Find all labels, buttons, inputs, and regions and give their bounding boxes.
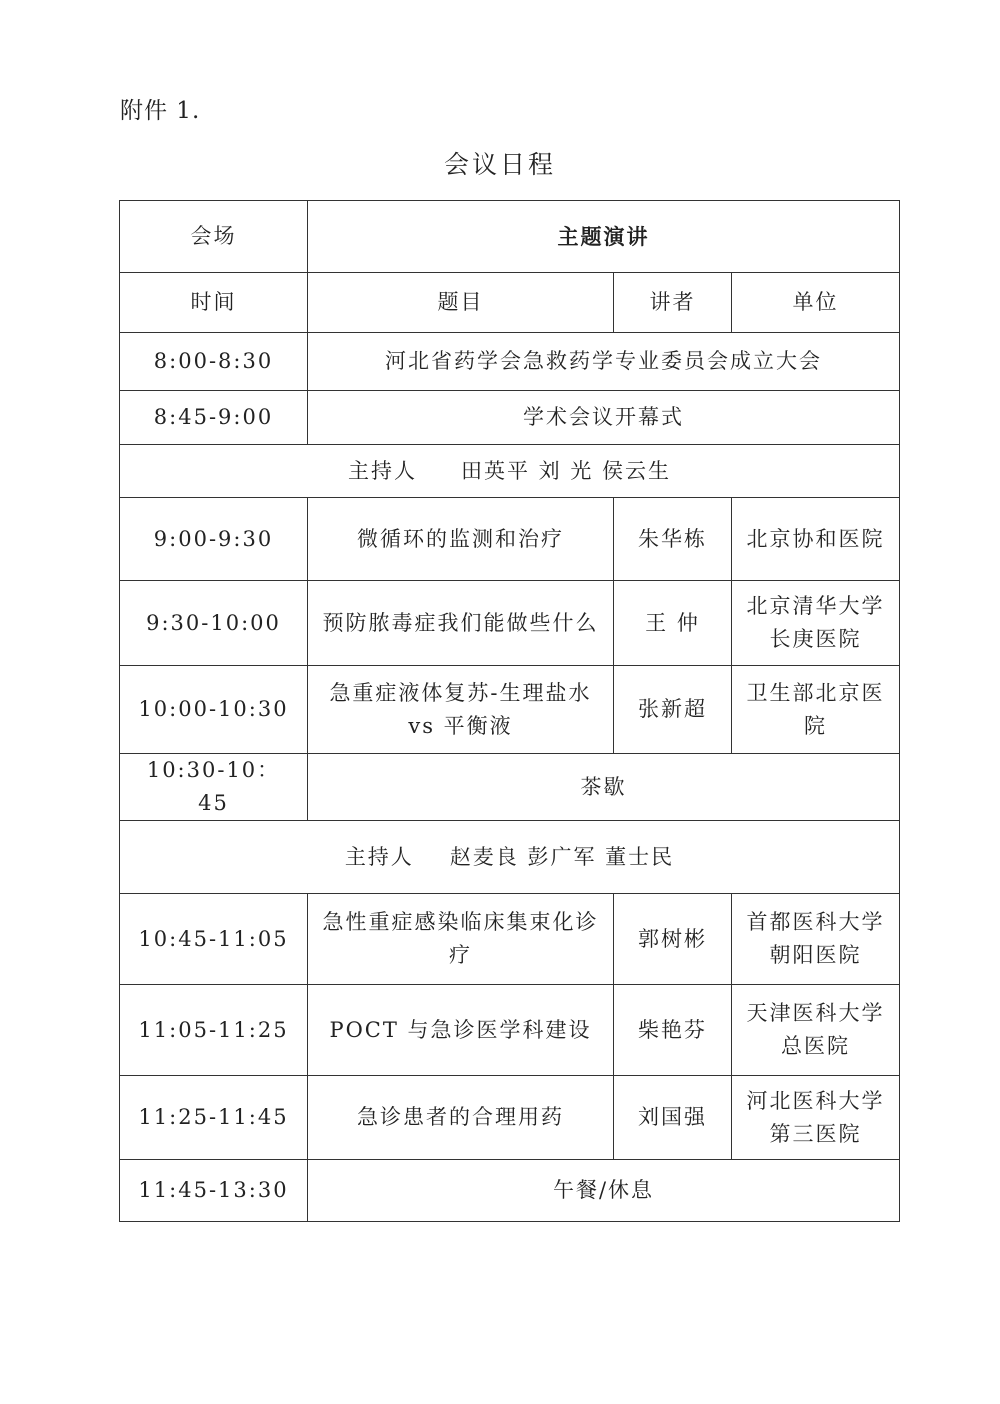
speaker-cell: 朱华栋 [614,498,732,581]
unit-cell: 天津医科大学总医院 [732,985,900,1076]
chair-names: 田英平 刘 光 侯云生 [460,458,672,483]
time-cell: 9:30-10:00 [120,581,308,666]
speaker-cell: 刘国强 [614,1076,732,1160]
topic-cell: 急性重症感染临床集束化诊疗 [308,894,614,985]
unit-cell: 卫生部北京医院 [732,666,900,754]
table-row [120,581,900,666]
time-cell: 10:30-10：45 [120,754,308,821]
time-cell: 10:45-11:05 [120,894,308,985]
speaker-cell: 张新超 [614,666,732,754]
event-cell: 河北省药学会急救药学专业委员会成立大会 [308,333,900,391]
topic-cell: POCT 与急诊医学科建设 [308,985,614,1076]
event-cell: 茶歇 [308,754,900,821]
table-row [120,1076,900,1160]
header-unit: 单位 [732,273,900,333]
time-cell: 11:25-11:45 [120,1076,308,1160]
header-row [120,273,900,333]
venue-label: 会场 [120,201,308,273]
time-cell: 8:00-8:30 [120,333,308,391]
topic-cell: 微循环的监测和治疗 [308,498,614,581]
topic-cell: 急诊患者的合理用药 [308,1076,614,1160]
unit-cell: 首都医科大学朝阳医院 [732,894,900,985]
unit-cell: 北京协和医院 [732,498,900,581]
event-cell: 午餐/休息 [308,1160,900,1222]
table-row [120,894,900,985]
table-row [120,666,900,754]
table-row [120,1160,900,1222]
time-cell: 10:00-10:30 [120,666,308,754]
topic-cell: 预防脓毒症我们能做些什么 [308,581,614,666]
chair-label: 主持人 [344,844,414,869]
chair-cell [120,821,900,894]
time-cell: 11:05-11:25 [120,985,308,1076]
speaker-cell: 郭树彬 [614,894,732,985]
speaker-cell: 王 仲 [614,581,732,666]
chair-names: 赵麦良 彭广军 董士民 [449,844,675,869]
time-cell: 9:00-9:30 [120,498,308,581]
unit-cell: 北京清华大学长庚医院 [732,581,900,666]
header-topic: 题目 [308,273,614,333]
table-row [120,391,900,445]
schedule-table [119,200,900,1222]
time-cell: 11:45-13:30 [120,1160,308,1222]
unit-cell: 河北医科大学第三医院 [732,1076,900,1160]
header-speaker: 讲者 [614,273,732,333]
table-row [120,498,900,581]
chair-row [120,821,900,894]
chair-label: 主持人 [347,458,417,483]
table-row [120,754,900,821]
chair-cell [120,445,900,498]
venue-row [120,201,900,273]
page-title: 会议日程 [443,150,556,179]
topic-cell: 急重症液体复苏-生理盐水 vs 平衡液 [308,666,614,754]
venue-value: 主题演讲 [308,201,900,273]
header-time: 时间 [120,273,308,333]
speaker-cell: 柴艳芬 [614,985,732,1076]
chair-row [120,445,900,498]
table-row [120,333,900,391]
table-row [120,985,900,1076]
time-cell: 8:45-9:00 [120,391,308,445]
attachment-label: 附件 1. [120,98,201,124]
event-cell: 学术会议开幕式 [308,391,900,445]
